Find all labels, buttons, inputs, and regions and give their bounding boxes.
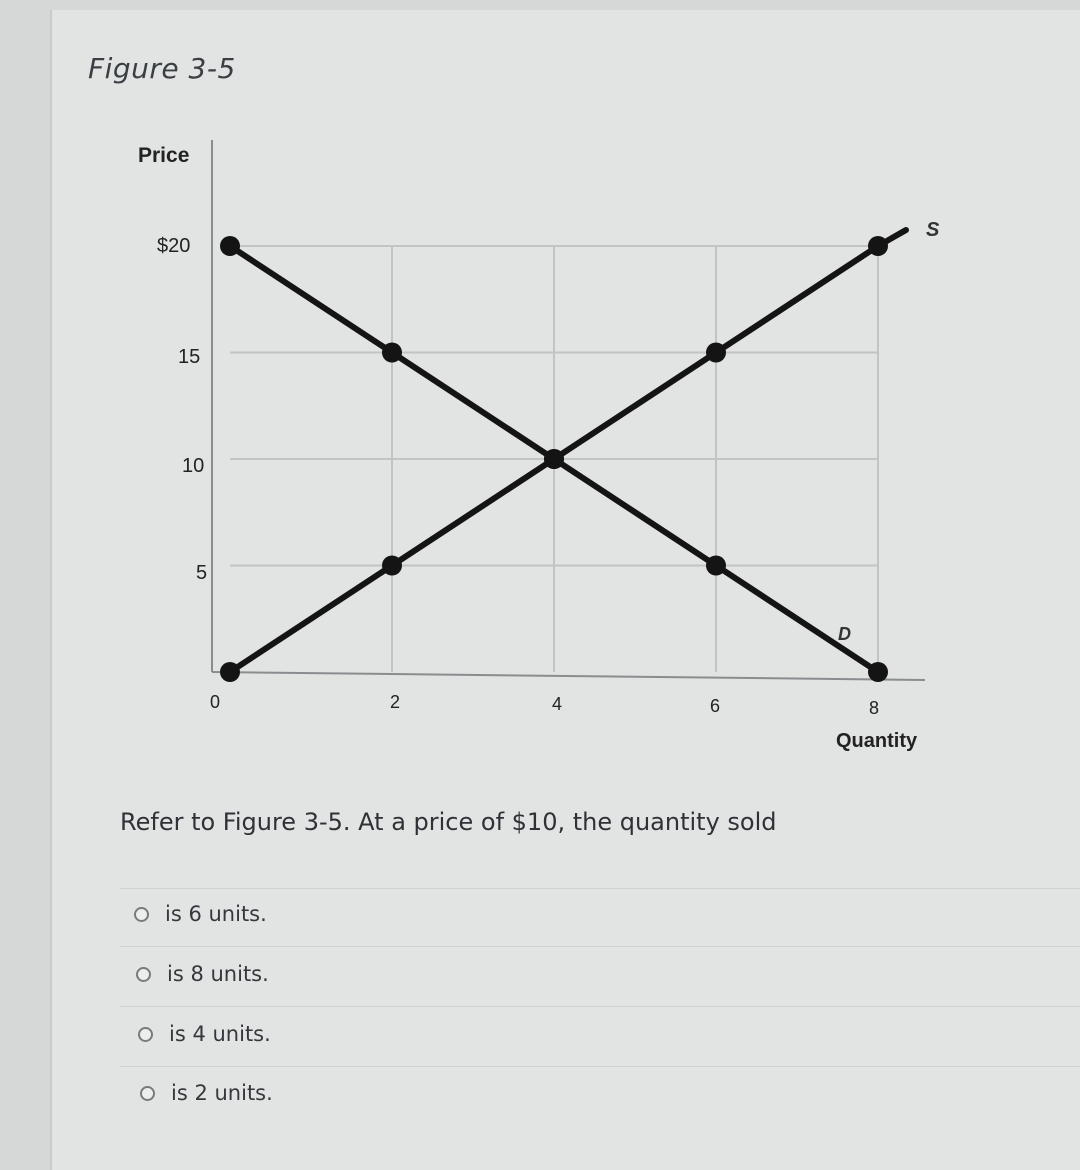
choice-label: is 4 units. (169, 1022, 271, 1046)
series-line-s (230, 230, 906, 672)
data-point (382, 343, 402, 363)
choice-option-2[interactable] (136, 962, 269, 986)
divider (120, 1066, 1080, 1067)
x-tick-label: 4 (552, 694, 563, 714)
radio-button[interactable] (134, 907, 149, 922)
radio-button[interactable] (140, 1086, 155, 1101)
choice-option-1[interactable] (134, 902, 267, 926)
x-tick-label: 0 (210, 692, 221, 712)
x-tick-label: 6 (710, 696, 721, 716)
data-point (220, 662, 240, 682)
data-point (544, 449, 564, 469)
divider (120, 888, 1080, 889)
series-label-s: S (926, 219, 940, 241)
data-point (706, 343, 726, 363)
data-point (220, 236, 240, 256)
divider (120, 946, 1080, 947)
question-text: Refer to Figure 3-5. At a price of $10, the quantity sold (120, 808, 777, 836)
divider (120, 1006, 1080, 1007)
data-point (868, 236, 888, 256)
series-label-d: D (838, 624, 851, 644)
x-axis-label: Quantity (836, 730, 918, 752)
data-point (382, 556, 402, 576)
choice-label: is 6 units. (165, 902, 267, 926)
data-point (868, 662, 888, 682)
x-tick-label: 2 (390, 692, 401, 712)
x-axis (212, 672, 925, 680)
data-point (706, 556, 726, 576)
radio-button[interactable] (136, 967, 151, 982)
radio-button[interactable] (138, 1027, 153, 1042)
x-tick-label: 8 (869, 698, 880, 718)
y-axis-label: Price (138, 144, 190, 167)
choice-label: is 8 units. (167, 962, 269, 986)
choice-option-3[interactable] (138, 1022, 271, 1046)
choice-option-4[interactable] (140, 1081, 273, 1105)
figure-title: Figure 3-5 (88, 52, 236, 85)
y-tick-label: 5 (196, 562, 208, 584)
y-tick-label: $20 (157, 235, 191, 257)
choice-label: is 2 units. (171, 1081, 273, 1105)
y-tick-label: 15 (178, 346, 201, 368)
y-tick-label: 10 (182, 455, 205, 477)
